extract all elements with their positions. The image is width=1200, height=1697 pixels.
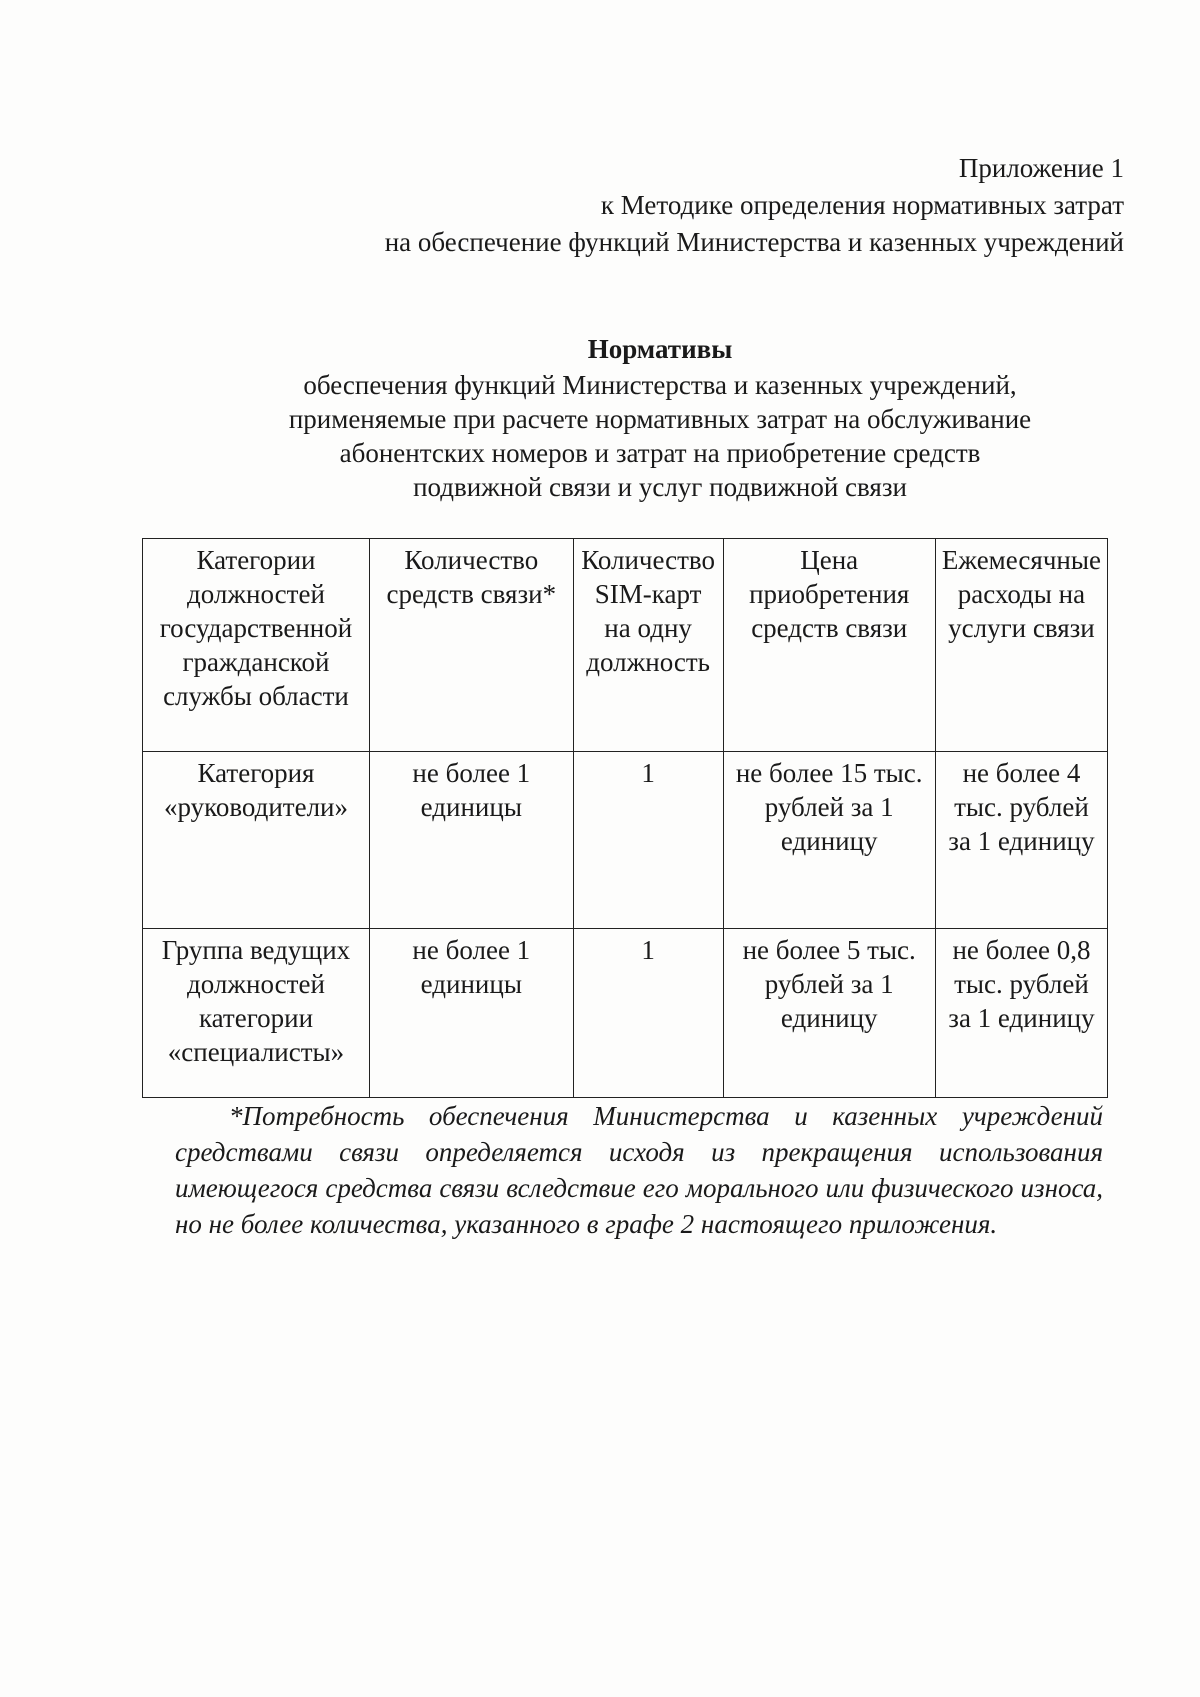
table-row: [143, 752, 1108, 929]
subtitle-line: применяемые при расчете нормативных затрат на обслуживание: [288, 404, 1032, 434]
column-header-categories: Категории должностей государственной гражданской службы области: [143, 539, 370, 752]
table-cell: не более 4 тыс. рублей за 1 единицу: [935, 752, 1107, 929]
table-cell: не более 1 единицы: [369, 929, 573, 1098]
table-cell: Группа ведущих должностей категории «специалисты»: [143, 929, 370, 1098]
table-header-row: [143, 539, 1108, 752]
norms-table: [142, 538, 1108, 1098]
appendix-reference: к Методике определения нормативных затрат: [600, 190, 1124, 220]
table-cell: не более 1 единицы: [369, 752, 573, 929]
table-cell: Категория «руководители»: [143, 752, 370, 929]
column-header-device-count: Количество средств связи*: [369, 539, 573, 752]
table-row: [143, 929, 1108, 1098]
table-cell: не более 15 тыс. рублей за 1 единицу: [723, 752, 935, 929]
subtitle-line: обеспечения функций Министерства и казенных учреждений,: [303, 370, 1017, 400]
table-cell: не более 0,8 тыс. рублей за 1 единицу: [935, 929, 1107, 1098]
column-header-sim-count: Количество SIM-карт на одну должность: [573, 539, 723, 752]
appendix-reference-cont: на обеспечение функций Министерства и казенных учреждений: [384, 227, 1124, 257]
column-header-device-price: Цена приобретения средств связи: [723, 539, 935, 752]
column-header-monthly-costs: Ежемесячные расходы на услуги связи: [935, 539, 1107, 752]
table-cell: не более 5 тыс. рублей за 1 единицу: [723, 929, 935, 1098]
appendix-header: [385, 150, 1124, 261]
subtitle-line: абонентских номеров и затрат на приобретение средств: [339, 438, 981, 468]
document-heading: [230, 332, 1090, 504]
document-title: Нормативы: [587, 334, 733, 364]
table-cell: 1: [573, 752, 723, 929]
table-cell: 1: [573, 929, 723, 1098]
document-subtitle: [230, 368, 1090, 504]
table-footnote: *Потребность обеспечения Министерства и казенных учреждений средствами связи определяется исходя из прекращения использования имеющегося средства связи вследствие его морального или физического износа, но не более количества, указанного в графе 2 настоящего приложения.: [175, 1101, 1103, 1239]
appendix-number: Приложение 1: [958, 153, 1124, 183]
subtitle-line: подвижной связи и услуг подвижной связи: [413, 472, 907, 502]
